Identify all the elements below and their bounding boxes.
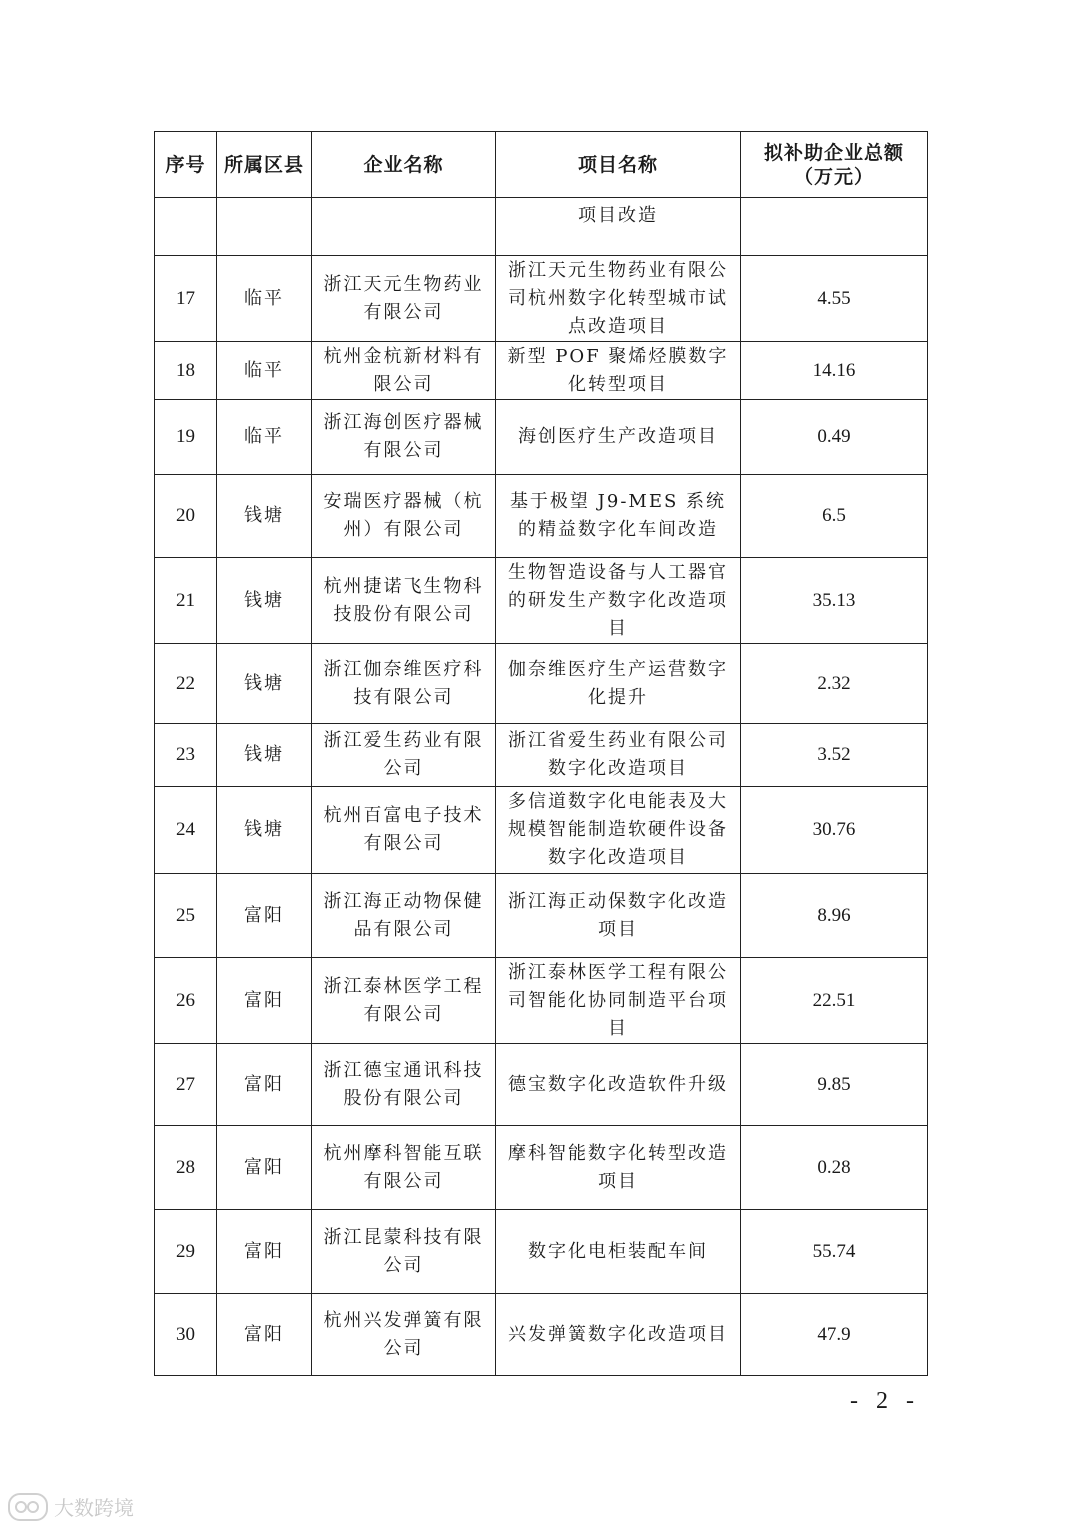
cell-company: 杭州兴发弹簧有限公司 — [312, 1294, 496, 1376]
header-project: 项目名称 — [496, 132, 741, 198]
cell-seq: 20 — [155, 475, 217, 558]
cell-project: 兴发弹簧数字化改造项目 — [496, 1294, 741, 1376]
cell-amount: 2.32 — [741, 644, 928, 724]
header-row — [155, 132, 928, 198]
cell-amount: 3.52 — [741, 724, 928, 787]
cell-amount: 6.5 — [741, 475, 928, 558]
cell-seq: 26 — [155, 958, 217, 1044]
watermark — [8, 1492, 134, 1521]
header-district: 所属区县 — [217, 132, 312, 198]
table-row — [155, 958, 928, 1044]
cell-project: 新型 POF 聚烯烃膜数字化转型项目 — [496, 342, 741, 400]
cell-project: 数字化电柜装配车间 — [496, 1210, 741, 1294]
cell-district: 临平 — [217, 256, 312, 342]
cell-amount: 4.55 — [741, 256, 928, 342]
cell-seq: 27 — [155, 1044, 217, 1126]
cell-amount: 14.16 — [741, 342, 928, 400]
cell-empty — [312, 198, 496, 256]
cell-company: 浙江海正动物保健品有限公司 — [312, 874, 496, 958]
cell-district: 钱塘 — [217, 475, 312, 558]
table-row — [155, 1126, 928, 1210]
cell-district: 富阳 — [217, 1126, 312, 1210]
cell-project: 浙江海正动保数字化改造项目 — [496, 874, 741, 958]
cell-project: 多信道数字化电能表及大规模智能制造软硬件设备数字化改造项目 — [496, 787, 741, 874]
cell-amount: 8.96 — [741, 874, 928, 958]
watermark-logo-icon — [8, 1493, 48, 1521]
cell-empty — [217, 198, 312, 256]
cell-project: 海创医疗生产改造项目 — [496, 400, 741, 475]
cell-empty — [741, 198, 928, 256]
cell-seq: 30 — [155, 1294, 217, 1376]
table-row — [155, 558, 928, 644]
cell-seq: 18 — [155, 342, 217, 400]
watermark-text: 大数跨境 — [54, 1496, 134, 1520]
cell-seq: 21 — [155, 558, 217, 644]
cell-district: 富阳 — [217, 874, 312, 958]
cell-project: 浙江泰林医学工程有限公司智能化协同制造平台项目 — [496, 958, 741, 1044]
cell-project: 基于极望 J9-MES 系统的精益数字化车间改造 — [496, 475, 741, 558]
cell-company: 杭州金杭新材料有限公司 — [312, 342, 496, 400]
table-row — [155, 644, 928, 724]
cell-project: 德宝数字化改造软件升级 — [496, 1044, 741, 1126]
cell-amount: 55.74 — [741, 1210, 928, 1294]
cell-district: 临平 — [217, 342, 312, 400]
cell-district: 富阳 — [217, 1210, 312, 1294]
cell-amount: 9.85 — [741, 1044, 928, 1126]
cell-seq: 17 — [155, 256, 217, 342]
table-row — [155, 342, 928, 400]
cell-project: 浙江天元生物药业有限公司杭州数字化转型城市试点改造项目 — [496, 256, 741, 342]
continuation-row — [155, 198, 928, 256]
cell-project: 摩科智能数字化转型改造项目 — [496, 1126, 741, 1210]
table-row — [155, 400, 928, 475]
cell-seq: 19 — [155, 400, 217, 475]
cell-district: 钱塘 — [217, 558, 312, 644]
header-company: 企业名称 — [312, 132, 496, 198]
cell-company: 浙江天元生物药业有限公司 — [312, 256, 496, 342]
cell-company: 安瑞医疗器械（杭州）有限公司 — [312, 475, 496, 558]
cell-amount: 22.51 — [741, 958, 928, 1044]
cell-district: 临平 — [217, 400, 312, 475]
cell-district: 富阳 — [217, 1294, 312, 1376]
cell-project-continuation: 项目改造 — [496, 198, 741, 256]
table-row — [155, 1294, 928, 1376]
cell-amount: 47.9 — [741, 1294, 928, 1376]
table-row — [155, 787, 928, 874]
cell-project: 浙江省爱生药业有限公司数字化改造项目 — [496, 724, 741, 787]
cell-company: 杭州百富电子技术有限公司 — [312, 787, 496, 874]
cell-project: 伽奈维医疗生产运营数字化提升 — [496, 644, 741, 724]
cell-district: 富阳 — [217, 958, 312, 1044]
table-row — [155, 874, 928, 958]
cell-empty — [155, 198, 217, 256]
cell-amount: 0.28 — [741, 1126, 928, 1210]
subsidy-table — [154, 131, 928, 1376]
cell-amount: 0.49 — [741, 400, 928, 475]
cell-amount: 35.13 — [741, 558, 928, 644]
table-row — [155, 1210, 928, 1294]
header-amount: 拟补助企业总额（万元） — [741, 132, 928, 198]
cell-company: 浙江海创医疗器械有限公司 — [312, 400, 496, 475]
cell-amount: 30.76 — [741, 787, 928, 874]
cell-seq: 24 — [155, 787, 217, 874]
cell-company: 浙江爱生药业有限公司 — [312, 724, 496, 787]
cell-seq: 28 — [155, 1126, 217, 1210]
cell-project: 生物智造设备与人工器官的研发生产数字化改造项目 — [496, 558, 741, 644]
page-number: - 2 - — [850, 1388, 920, 1414]
cell-seq: 23 — [155, 724, 217, 787]
cell-seq: 29 — [155, 1210, 217, 1294]
header-seq: 序号 — [155, 132, 217, 198]
cell-company: 浙江泰林医学工程有限公司 — [312, 958, 496, 1044]
cell-district: 钱塘 — [217, 787, 312, 874]
cell-company: 浙江德宝通讯科技股份有限公司 — [312, 1044, 496, 1126]
cell-seq: 22 — [155, 644, 217, 724]
cell-company: 杭州摩科智能互联有限公司 — [312, 1126, 496, 1210]
table-row — [155, 256, 928, 342]
cell-seq: 25 — [155, 874, 217, 958]
cell-company: 杭州捷诺飞生物科技股份有限公司 — [312, 558, 496, 644]
cell-company: 浙江昆蒙科技有限公司 — [312, 1210, 496, 1294]
cell-company: 浙江伽奈维医疗科技有限公司 — [312, 644, 496, 724]
table-row — [155, 475, 928, 558]
table-row — [155, 724, 928, 787]
cell-district: 钱塘 — [217, 724, 312, 787]
cell-district: 钱塘 — [217, 644, 312, 724]
table-row — [155, 1044, 928, 1126]
cell-district: 富阳 — [217, 1044, 312, 1126]
